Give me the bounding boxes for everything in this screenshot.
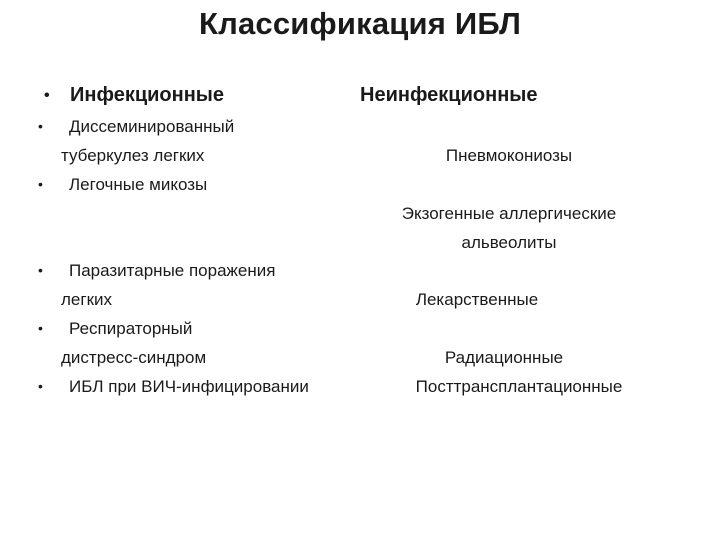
list-item: Радиационные [444, 348, 564, 367]
list-item-continuation: туберкулез легких [61, 146, 205, 165]
list-item: Экзогенные аллергические [401, 204, 617, 223]
list-item-text: Респираторный [69, 319, 193, 338]
list-item-continuation: альвеолиты [461, 233, 557, 252]
bullet-icon: • [38, 262, 43, 278]
heading-label: Инфекционные [70, 84, 224, 106]
list-item: Лекарственные [415, 290, 539, 309]
list-item-text: Легочные микозы [69, 175, 208, 194]
list-item-text: Паразитарные поражения [69, 261, 276, 280]
list-item-continuation: легких [61, 290, 113, 309]
list-item: Посттрансплантационные [415, 377, 623, 396]
list-item-text: ИБЛ при ВИЧ-инфицировании [69, 377, 309, 396]
list-item-continuation: дистресс-синдром [61, 348, 207, 367]
bullet-icon: • [44, 87, 50, 104]
slide-title: Классификация ИБЛ [198, 6, 522, 41]
list-item-text: Диссеминированный [69, 117, 235, 136]
bullet-icon: • [38, 378, 43, 394]
bullet-icon: • [38, 320, 43, 336]
right-column-heading: Неинфекционные [360, 84, 538, 106]
bullet-icon: • [38, 118, 43, 134]
bullet-icon: • [38, 176, 43, 192]
list-item: Пневмокониозы [445, 146, 573, 165]
